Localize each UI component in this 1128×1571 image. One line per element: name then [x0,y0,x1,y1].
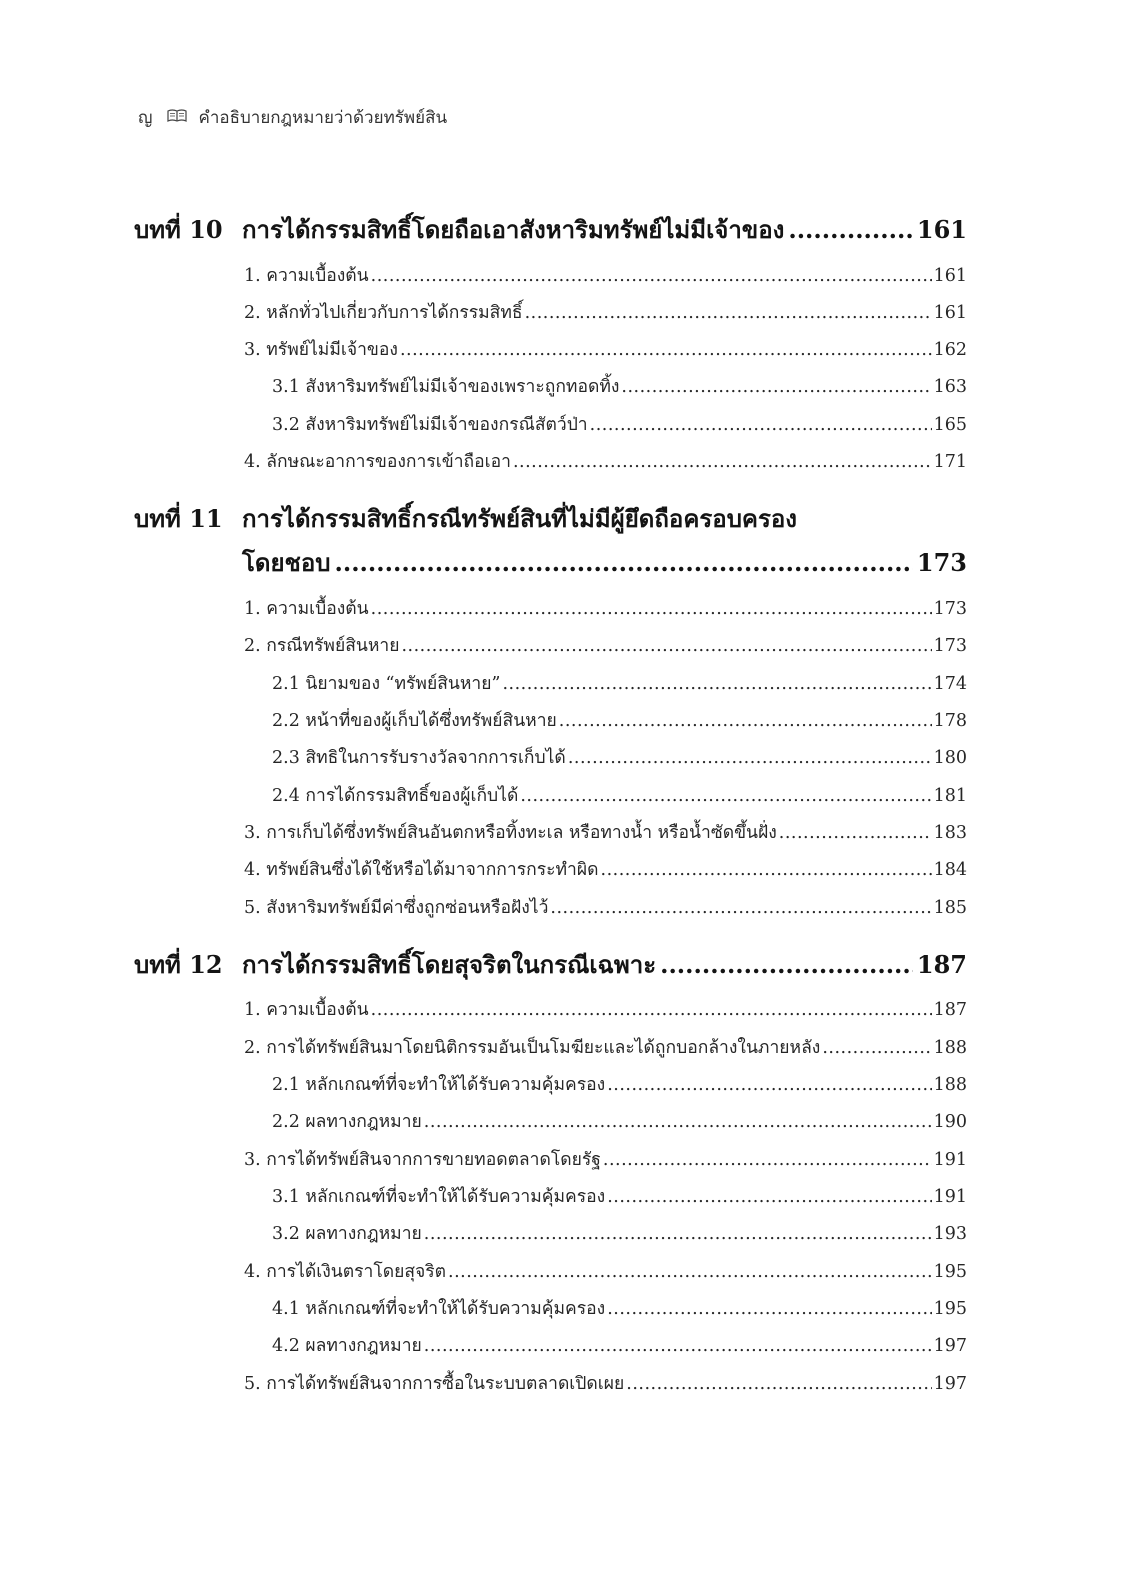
toc-entry[interactable] [244,820,967,846]
dot-leader [590,412,932,438]
dot-leader [568,745,932,771]
entry-title: 3.2 สังหาริมทรัพย์ไม่มีเจ้าของกรณีสัตว์ป่า [272,415,588,435]
entry-page: 181 [933,786,967,806]
entry-page: 183 [933,823,967,843]
entry-page: 197 [933,1336,967,1356]
toc-entry[interactable] [244,895,967,921]
toc-entry[interactable] [244,1035,967,1061]
entry-page: 178 [933,711,967,731]
toc-entry[interactable] [244,337,967,363]
entry-page: 173 [933,636,967,656]
entry-page: 197 [933,1374,967,1394]
entry-page: 174 [933,674,967,694]
entry-title: 2.1 หลักเกณฑ์ที่จะทำให้ได้รับความคุ้มครอง [272,1075,606,1095]
dot-leader [621,374,931,400]
dot-leader [607,1184,931,1210]
dot-leader [607,1296,931,1322]
entry-page: 195 [933,1262,967,1282]
dot-leader [401,633,931,659]
chapter-heading[interactable] [134,503,967,583]
toc-entry[interactable] [244,857,967,883]
entry-title: 4. ลักษณะอาการของการเข้าถือเอา [244,452,511,472]
entry-title: 3. การเก็บได้ซึ่งทรัพย์สินอันตกหรือทิ้งทะเล หรือทางน้ำ หรือน้ำซัดขึ้นฝั่ง [244,823,777,843]
chapter-number: บทที่ 12 [134,950,223,979]
toc-entry[interactable] [244,300,967,326]
chapter-page: 173 [916,548,967,577]
dot-leader [502,671,931,697]
running-header [138,104,447,130]
entry-page: 195 [933,1299,967,1319]
toc-entry[interactable] [244,1371,967,1397]
dot-leader [400,337,932,363]
entry-page: 180 [933,748,967,768]
chapter-number: บทที่ 11 [134,504,223,533]
entry-page: 161 [933,303,967,323]
dot-leader [334,547,912,579]
entry-title: 2. การได้ทรัพย์สินมาโดยนิติกรรมอันเป็นโมฆียะและได้ถูกบอกล้างในภายหลัง [244,1038,821,1058]
dot-leader [607,1072,931,1098]
entry-title: 1. ความเบื้องต้น [244,266,369,286]
toc-entry[interactable] [272,374,967,400]
toc-entry[interactable] [272,1333,967,1359]
dot-leader [424,1221,932,1247]
dot-leader [424,1333,932,1359]
entry-page: 163 [933,377,967,397]
entry-page: 184 [933,860,967,880]
entry-title: 3.1 สังหาริมทรัพย์ไม่มีเจ้าของเพราะถูกทอดทิ้ง [272,377,620,397]
dot-leader [448,1259,932,1285]
toc-entry[interactable] [272,1184,967,1210]
dot-leader [371,263,932,289]
dot-leader [559,708,932,734]
entry-page: 161 [933,266,967,286]
entry-title: 1. ความเบื้องต้น [244,599,369,619]
dot-leader [525,300,932,326]
toc-entry[interactable] [244,449,967,475]
entry-page: 171 [933,452,967,472]
toc-entry[interactable] [272,1109,967,1135]
entry-title: 2. กรณีทรัพย์สินหาย [244,636,400,656]
entry-title: 2. หลักทั่วไปเกี่ยวกับการได้กรรมสิทธิ์ [244,303,523,323]
toc-entry[interactable] [272,745,967,771]
entry-title: 4. ทรัพย์สินซึ่งได้ใช้หรือได้มาจากการกระทำผิด [244,860,599,880]
entry-page: 188 [933,1075,967,1095]
toc-entry[interactable] [272,1072,967,1098]
dot-leader [779,820,932,846]
chapter-page: 161 [916,215,967,244]
chapter-title-continued: โดยชอบ [242,548,331,577]
dot-leader [550,895,931,921]
dot-leader [788,214,913,246]
entry-title: 3. การได้ทรัพย์สินจากการขายทอดตลาดโดยรัฐ [244,1150,601,1170]
chapter-title: การได้กรรมสิทธิ์กรณีทรัพย์สินที่ไม่มีผู้ยึดถือครอบครอง [242,504,797,533]
chapter-title: การได้กรรมสิทธิ์โดยสุจริตในกรณีเฉพาะ [242,950,657,979]
entry-page: 185 [933,898,967,918]
toc-entry[interactable] [244,263,967,289]
dot-leader [520,783,931,809]
entry-page: 191 [933,1187,967,1207]
entry-page: 191 [933,1150,967,1170]
entry-page: 187 [933,1000,967,1020]
entry-title: 5. การได้ทรัพย์สินจากการซื้อในระบบตลาดเปิดเผย [244,1374,625,1394]
dot-leader [424,1109,932,1135]
toc-entry[interactable] [244,1259,967,1285]
toc-entry[interactable] [272,412,967,438]
dot-leader [371,596,932,622]
entry-title: 2.4 การได้กรรมสิทธิ์ของผู้เก็บได้ [272,786,519,806]
entry-title: 2.3 สิทธิในการรับรางวัลจากการเก็บได้ [272,748,566,768]
toc-entry[interactable] [272,671,967,697]
toc-entry[interactable] [272,1221,967,1247]
entry-page: 165 [933,415,967,435]
entry-title: 4.2 ผลทางกฎหมาย [272,1336,422,1356]
chapter-title: การได้กรรมสิทธิ์โดยถือเอาสังหาริมทรัพย์ไม่มีเจ้าของ [242,215,785,244]
dot-leader [626,1371,931,1397]
entry-page: 188 [933,1038,967,1058]
entry-title: 4.1 หลักเกณฑ์ที่จะทำให้ได้รับความคุ้มครอง [272,1299,606,1319]
entry-title: 3.2 ผลทางกฎหมาย [272,1224,422,1244]
dot-leader [371,997,932,1023]
entry-page: 173 [933,599,967,619]
entry-page: 193 [933,1224,967,1244]
toc-entry[interactable] [272,783,967,809]
toc-entry[interactable] [272,1296,967,1322]
entry-title: 2.2 หน้าที่ของผู้เก็บได้ซึ่งทรัพย์สินหาย [272,711,557,731]
entry-title: 5. สังหาริมทรัพย์มีค่าซึ่งถูกซ่อนหรือฝังไว้ [244,898,549,918]
dot-leader [513,449,932,475]
toc-entry[interactable] [244,633,967,659]
dot-leader [601,857,932,883]
chapter-page: 187 [916,950,967,979]
book-title: คำอธิบายกฎหมายว่าด้วยทรัพย์สิน [198,107,448,128]
open-book-icon [167,108,187,127]
chapter-number: บทที่ 10 [134,215,223,244]
dot-leader [603,1147,932,1173]
entry-page: 190 [933,1112,967,1132]
entry-title: 3. ทรัพย์ไม่มีเจ้าของ [244,340,398,360]
entry-page: 162 [933,340,967,360]
dot-leader [822,1035,931,1061]
toc-entry[interactable] [244,596,967,622]
entry-title: 2.1 นิยามของ “ทรัพย์สินหาย” [272,674,501,694]
toc-entry[interactable] [272,708,967,734]
toc-entry[interactable] [244,997,967,1023]
page-marker: ญ [138,107,153,128]
dot-leader [660,949,913,981]
entry-title: 3.1 หลักเกณฑ์ที่จะทำให้ได้รับความคุ้มครอง [272,1187,606,1207]
entry-title: 1. ความเบื้องต้น [244,1000,369,1020]
entry-title: 2.2 ผลทางกฎหมาย [272,1112,422,1132]
entry-title: 4. การได้เงินตราโดยสุจริต [244,1262,447,1282]
toc-entry[interactable] [244,1147,967,1173]
